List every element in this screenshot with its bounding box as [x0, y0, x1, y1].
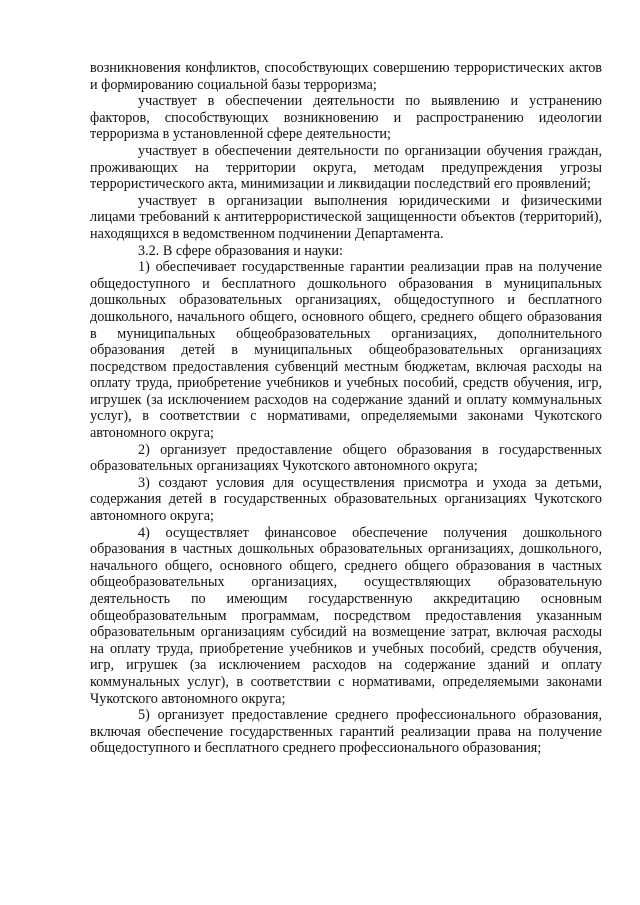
- list-item-1: 1) обеспечивает государственные гарантии реализации прав на получение общедоступного и бесплатного дошкольного образования в муниципальных дошкольных образовательных организациях, общедоступного и бесплатного дошкольного, начального общего, основного общего, среднего общего образования в муниципальных общеобразовательных организациях, дополнительного образования детей в муниципальных общеобразовательных организациях посредством предоставления субвенций местным бюджетам, включая расходы на оплату труда, приобретение учебников и учебных пособий, средств обучения, игр, игрушек (за исключением расходов на содержание зданий и оплату коммунальных услуг), в соответствии с нормативами, определяемыми законами Чукотского автономного округа;: [90, 259, 602, 442]
- list-item-5: 5) организует предоставление среднего профессионального образования, включая обеспечение государственных гарантий реализации права на получение общедоступного и бесплатного среднего профессионального образования;: [90, 707, 602, 757]
- list-item-4: 4) осуществляет финансовое обеспечение получения дошкольного образования в частных дошкольных образовательных организациях, дошкольного, начального общего, основного общего, среднего общего образования в частных общеобразовательных организациях, осуществляющих образовательную деятельность по имеющим государственную аккредитацию основным общеобразовательным программам, посредством предоставления указанным образовательным организациям субсидий на возмещение затрат, включая расходы на оплату труда, приобретение учебников и учебных пособий, средств обучения, игр, игрушек (за исключением расходов на содержание зданий и оплату коммунальных услуг), в соответствии с нормативами, определяемыми законами Чукотского автономного округа;: [90, 524, 602, 707]
- list-item-2: 2) организует предоставление общего образования в государственных образовательных организациях Чукотского автономного округа;: [90, 441, 602, 475]
- section-heading-3-2: 3.2. В сфере образования и науки:: [138, 242, 343, 259]
- paragraph-antiterror-protection: участвует в организации выполнения юридическими и физическими лицами требований к антитеррористической защищенности объектов (территорий), находящихся в ведомственном подчинении Департамента.: [90, 192, 602, 242]
- paragraph-ideology-factors: участвует в обеспечении деятельности по выявлению и устранению факторов, способствующих возникновению и распространению идеологии терроризма в установленной сфере деятельности;: [90, 93, 602, 143]
- list-item-3: 3) создают условия для осуществления присмотра и ухода за детьми, содержания детей в государственных образовательных организациях Чукотского автономного округа;: [90, 474, 602, 525]
- paragraph-citizen-training: участвует в обеспечении деятельности по организации обучения граждан, проживающих на территории округа, методам предупреждения угрозы террористического акта, минимизации и ликвидации последствий его проявлений;: [90, 142, 602, 193]
- paragraph-continuation: возникновения конфликтов, способствующих совершению террористических актов и формированию социальной базы терроризма;: [90, 60, 602, 93]
- document-page: [90, 60, 602, 757]
